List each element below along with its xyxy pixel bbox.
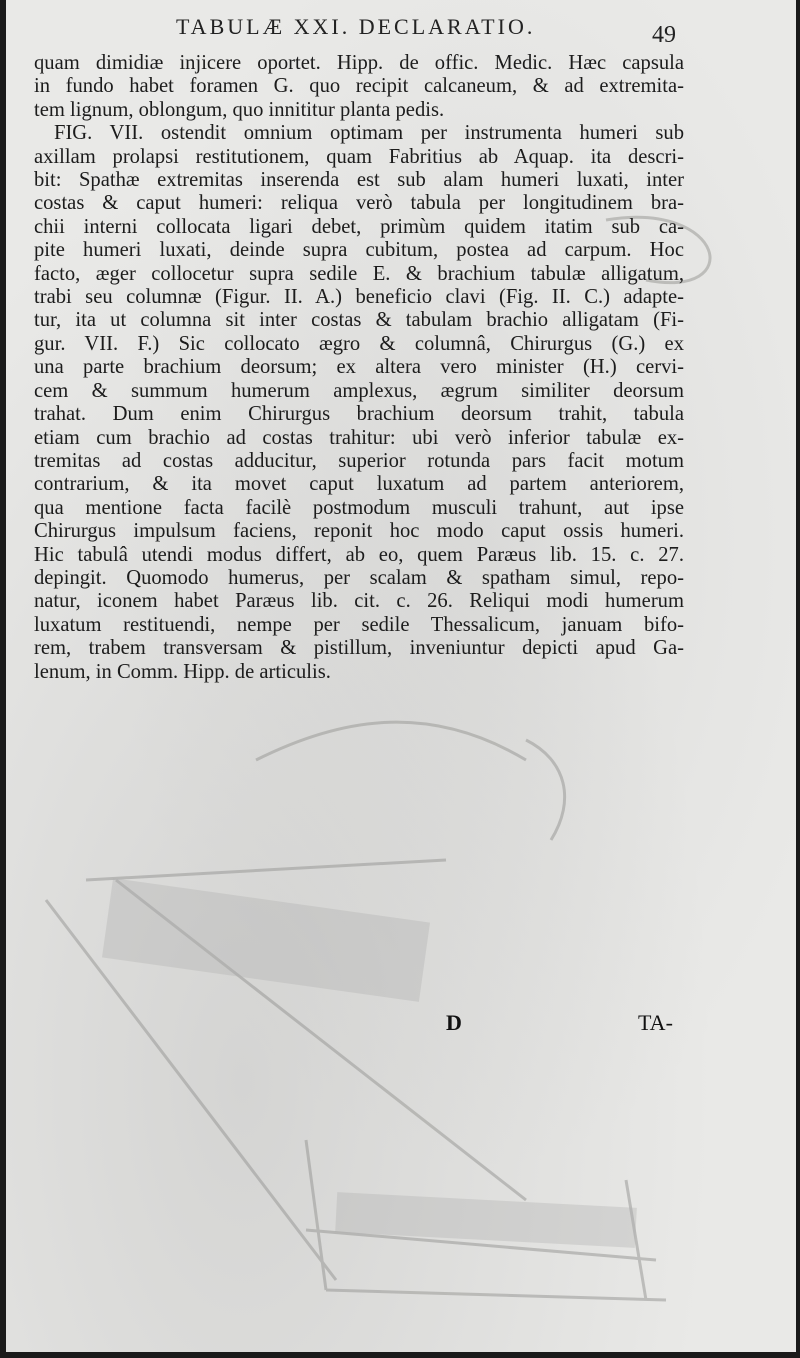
bleed-board-right [116,880,526,1200]
text-line: bit: Spathæ extremitas inserenda est sub alam humeri luxati, inter [34,169,684,192]
text-line: axillam prolapsi restitutionem, quam Fabritius ab Aquap. ita descri- [34,145,684,168]
bleed-board-left [46,900,336,1280]
bleed-hand [526,740,565,840]
text-line: una parte brachium deorsum; ex altera vero minister (H.) cervi- [34,356,684,379]
text-line: cem & summum humerum amplexus, ægrum similiter deorsum [34,379,684,402]
text-line: tremitas ad costas adducitur, superior rotunda pars facit motum [34,449,684,472]
text-line: contrarium, & ita movet caput luxatum ad partem anteriorem, [34,473,684,496]
signature-mark: D [446,1010,462,1035]
running-title: TABULÆ XXI. DECLARATIO. [176,14,536,39]
bleed-base-lower [326,1290,666,1300]
text-line: natur, iconem habet Paræus lib. cit. c. 26. Reliqui modi humerum [34,590,684,613]
text-line: pite humeri luxati, deinde supra cubitum, postea ad carpum. Hoc [34,239,684,262]
body-text [34,52,684,684]
bleed-post [306,1140,326,1290]
text-line: trahat. Dum enim Chirurgus brachium deorsum trahit, tabula [34,403,684,426]
text-line: facto, æger collocetur supra sedile E. & brachium tabulæ alligatum, [34,262,684,285]
text-line: in fundo habet foramen G. quo recipit calcaneum, & ad extremita- [34,75,684,98]
text-line: gur. VII. F.) Sic collocato ægro & columnâ, Chirurgus (G.) ex [34,332,684,355]
text-line: chii interni collocata ligari debet, primùm quidem itatim sub ca- [34,215,684,238]
text-line: quam dimidiæ injicere oportet. Hipp. de offic. Medic. Hæc capsula [34,52,684,74]
text-line: tem lignum, oblongum, quo innititur planta pedis. [34,98,445,121]
text-line: Chirurgus impulsum faciens, reponit hoc modo caput ossis humeri. [34,520,684,543]
text-line: trabi seu columnæ (Figur. II. A.) beneficio clavi (Fig. II. C.) adapte- [34,286,684,309]
text-line: lenum, in Comm. Hipp. de articulis. [34,660,331,683]
bleed-base [306,1230,656,1260]
text-line: depingit. Quomodo humerus, per scalam & spatham simul, repo- [34,566,684,589]
text-line: costas & caput humeri: reliqua verò tabula per longitudinem bra- [34,192,684,215]
text-line: qua mentione facta facilè postmodum musculi trahunt, aut ipse [34,496,684,519]
bleed-arm [256,722,526,760]
text-line: tur, ita ut columna sit inter costas & tabulam brachio alligatam (Fi- [34,309,684,332]
bleed-frame-top [86,860,446,880]
text-line: FIG. VII. ostendit omnium optimam per instrumenta humeri sub [54,122,684,145]
text-line: Hic tabulâ utendi modus differt, ab eo, quem Paræus lib. 15. c. 27. [34,543,684,566]
book-page [6,0,796,1352]
page-number: 49 [652,22,676,48]
bleed-roller [626,1180,646,1300]
catchword: TA- [638,1010,673,1035]
text-line: luxatum restituendi, nempe per sedile Thessalicum, januam bifo- [34,613,684,636]
text-line: rem, trabem transversam & pistillum, inveniuntur depicti apud Ga- [34,637,684,660]
text-line: etiam cum brachio ad costas trahitur: ubi verò inferior tabulæ ex- [34,426,684,449]
